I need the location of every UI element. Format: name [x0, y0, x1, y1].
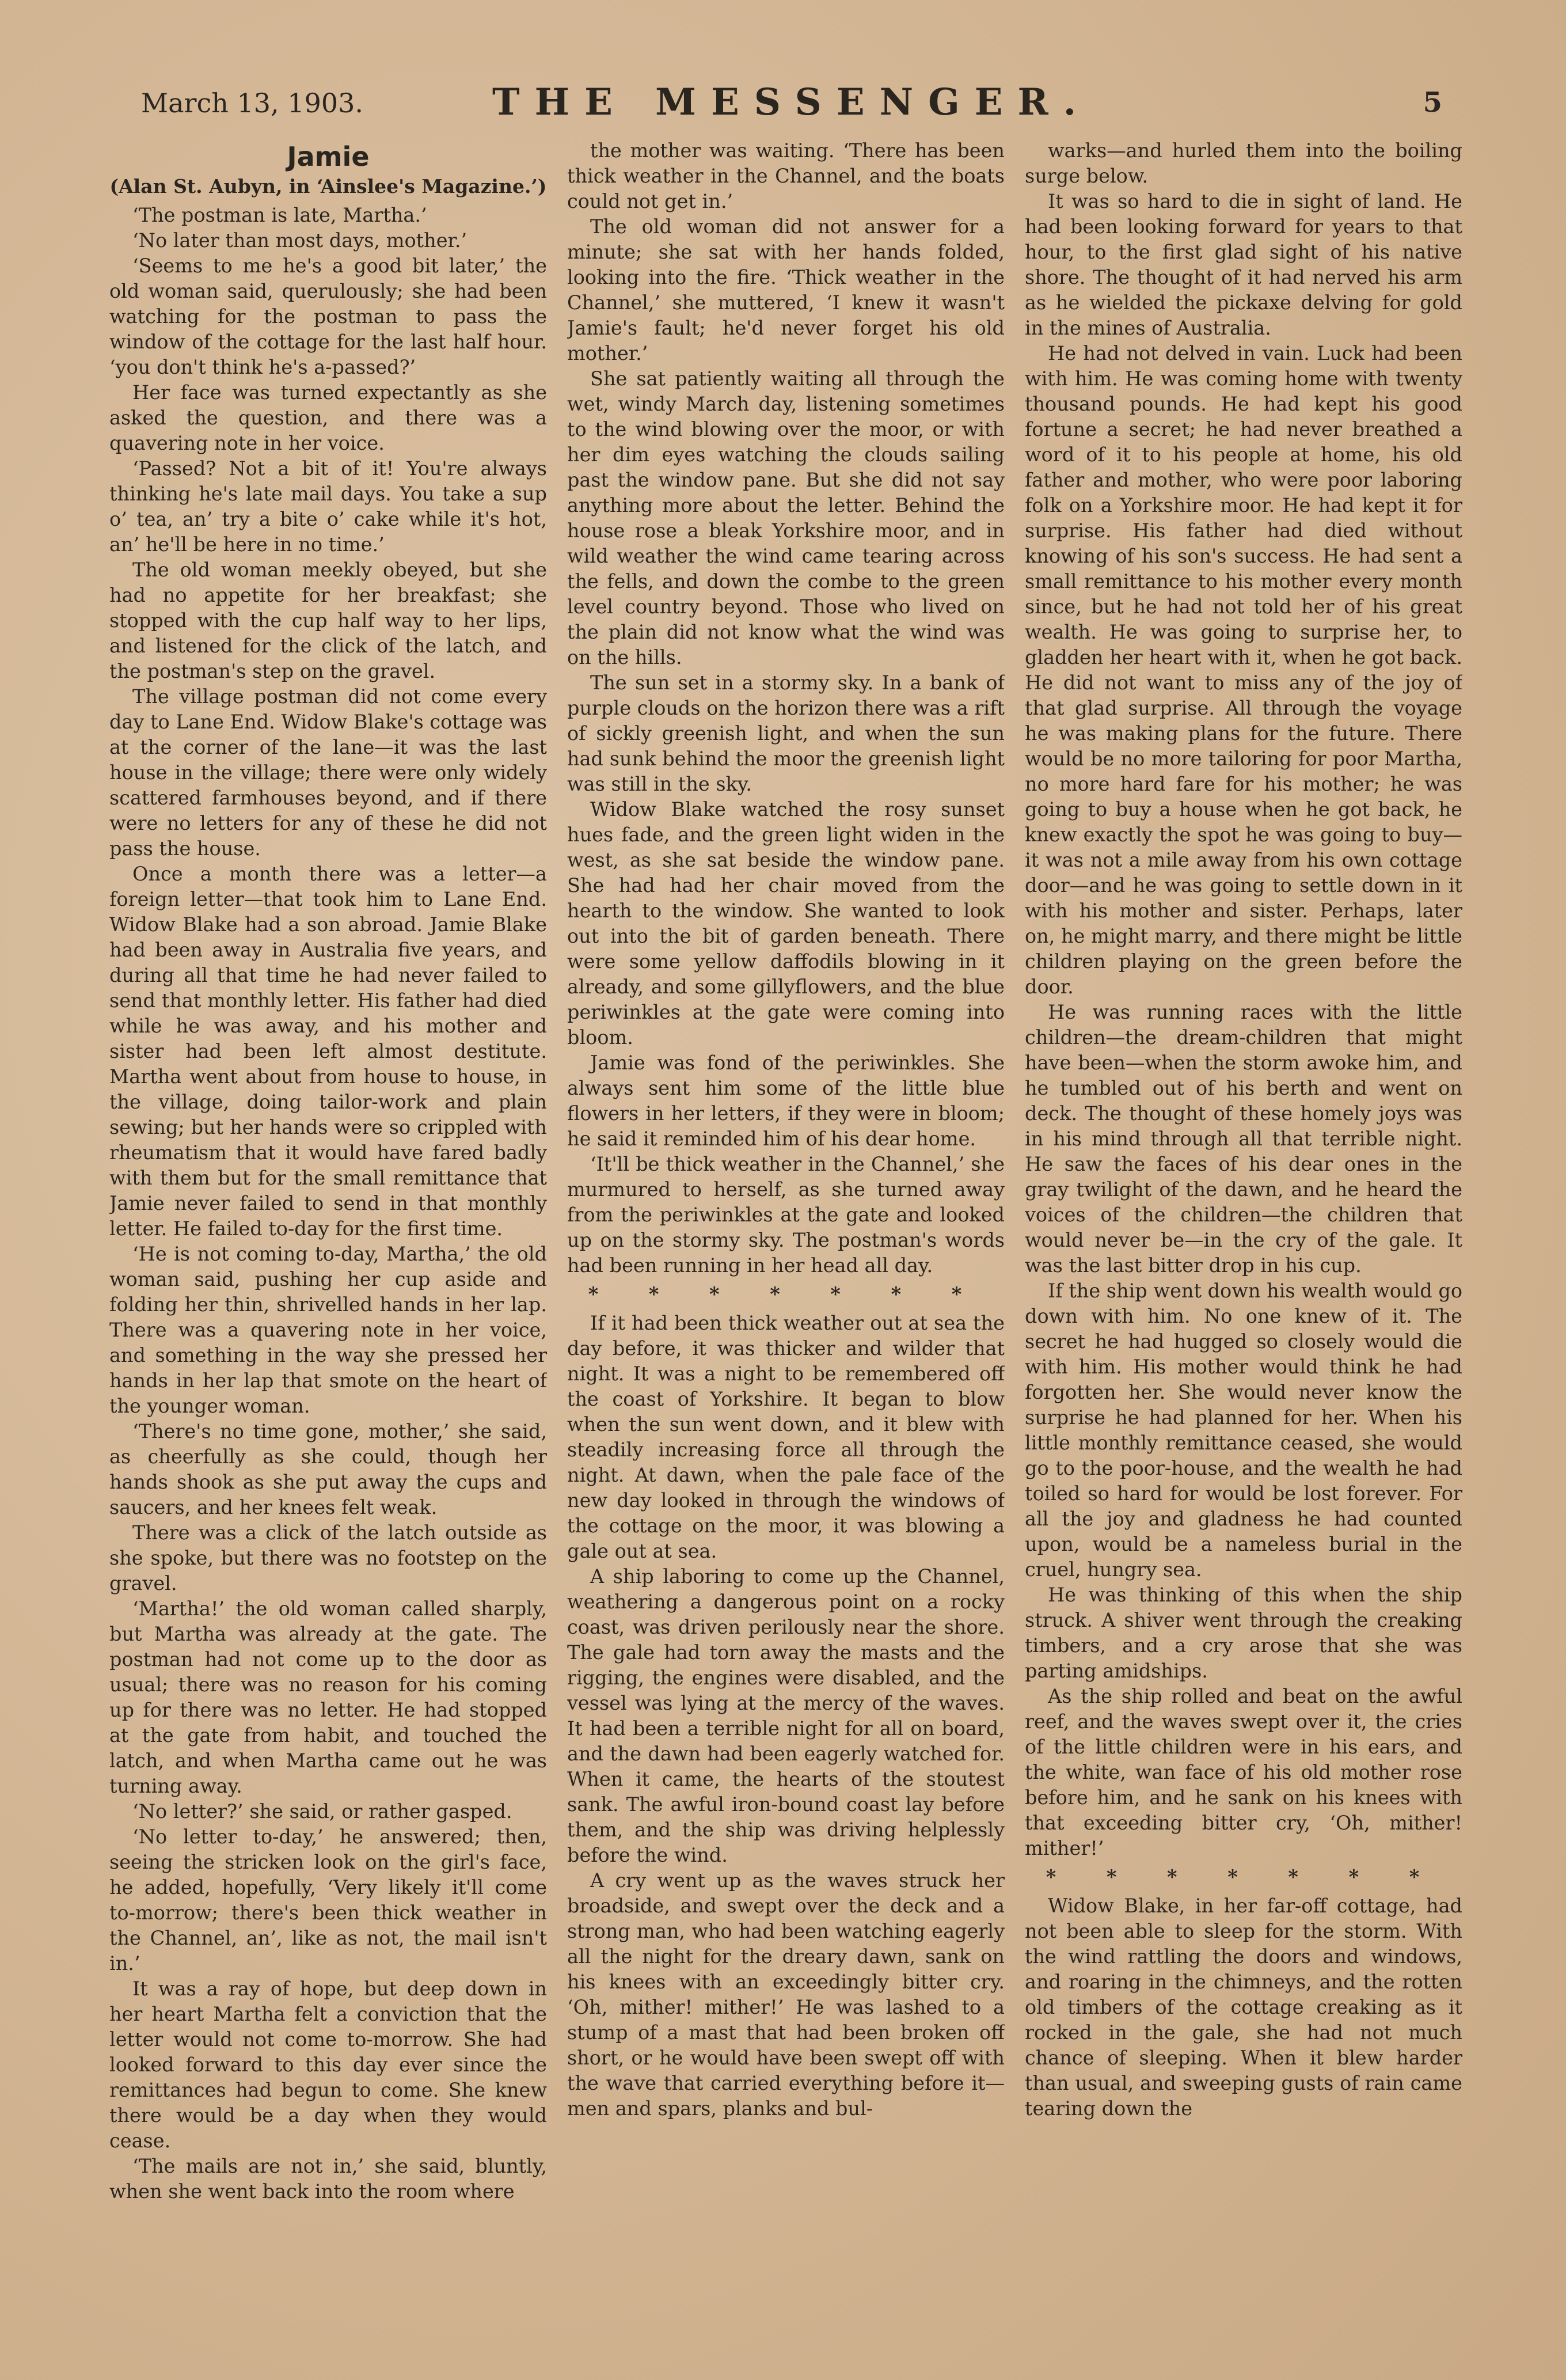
column-2-body-bottom — [567, 1311, 1005, 2121]
paragraph: He was thinking of this when the ship struck. A shiver went through the creaking timbers, and a cry arose that she was parting amidships. — [1025, 1584, 1462, 1682]
paragraph: Once a month there was a letter—a foreign letter—that took him to Lane End. Widow Blake had a son abroad. Jamie Blake had been away in Australia five years, and during all that time he had never failed to send that monthly letter. His father had died while he was away, and his mother and sister had been left almost destitute. Martha went about from house to house, in the village, doing tailor-work and plain sewing; but her hands were so crippled with rheumatism that it would have fared badly with them but for the small remittance that Jamie never failed to send in that monthly letter. He failed to-day for the first time. — [109, 863, 547, 1240]
paragraph: ‘The mails are not in,’ she said, bluntly, when she went back into the room where — [109, 2155, 547, 2203]
paragraph: ‘He is not coming to-day, Martha,’ the old woman said, pushing her cup aside and folding her thin, shrivelled hands in her lap. There was a quavering note in her voice, and something in the way she pressed her hands in her lap that smote on the heart of the younger woman. — [109, 1243, 547, 1417]
paragraph: Her face was turned expectantly as she asked the question, and there was a quavering note in her voice. — [109, 381, 547, 454]
paragraph: ‘The postman is late, Martha.’ — [132, 204, 427, 226]
paragraph: It was a ray of hope, but deep down in her heart Martha felt a conviction that the letter would not come to-morrow. She had looked forward to this day ever since the remittances had begun to come. She knew there would be a day when they would cease. — [109, 1977, 547, 2152]
paragraph: The village postman did not come every day to Lane End. Widow Blake's cottage was at the corner of the lane—it was the last house in the village; there were only widely scattered farmhouses beyond, and if there were no letters for any of these he did not pass the house. — [109, 685, 547, 860]
paragraph: Widow Blake, in her far-off cottage, had not been able to sleep for the storm. With the wind rattling the doors and windows, and roaring in the chimneys, and the rotten old timbers of the cottage creaking as it rocked in the gale, she had not much chance of sleeping. When it blew harder than usual, and sweeping gusts of rain came tearing down the — [1025, 1895, 1462, 2120]
column-3-body-bottom — [1025, 1893, 1462, 2121]
column-3 — [1025, 138, 1462, 2257]
section-separator: * * * * * * * — [1046, 1866, 1442, 1888]
story-byline: (Alan St. Aubyn, in ‘Ainslee's Magazine.’) — [109, 175, 547, 198]
paragraph: It was so hard to die in sight of land. He had been looking forward for years to that hour, to the first glad sight of his native shore. The thought of it had nerved his arm as he wielded the pickaxe delving for gold in the mines of Australia. — [1025, 190, 1462, 339]
paragraph: ‘Martha!’ the old woman called sharply, but Martha was already at the gate. The postman had not come up to the door as usual; there was no reason for his coming up for there was no letter. He had stopped at the gate from habit, and touched the latch, and when Martha came out he was turning away. — [109, 1597, 547, 1797]
paragraph: There was a click of the latch outside as she spoke, but there was no footstep on the gravel. — [109, 1521, 547, 1595]
paragraph: He was running races with the little children—the dream-children that might have been—when the storm awoke him, and he tumbled out of his berth and went on deck. The thought of these homely joys was in his mind through all that terrible night. He saw the faces of his dear ones in the gray twilight of the dawn, and he heard the voices of the children—the children that would never be—in the cry of the gale. It was the last bitter drop in his cup. — [1025, 1001, 1462, 1277]
paragraph: The old woman did not answer for a minute; she sat with her hands folded, looking into the fire. ‘Thick weather in the Channel,’ she muttered, ‘I knew it wasn't Jamie's fault; he'd never forget his old mother.’ — [567, 215, 1005, 365]
story-title: Jamie — [287, 141, 370, 172]
paragraph: ‘No later than most days, mother.’ — [132, 229, 467, 252]
column-1-body — [109, 203, 547, 2204]
paragraph: She sat patiently waiting all through the wet, windy March day, listening sometimes to the wind blowing over the moor, or with her dim eyes watching the clouds sailing past the window pane. But she did not say anything more about the letter. Behind the house rose a bleak Yorkshire moor, and in wild weather the wind came tearing across the fells, and down the combe to the green level country beyond. Those who lived on the plain did not know what the wind was on the hills. — [567, 367, 1005, 669]
paragraph: ‘There's no time gone, mother,’ she said, as cheerfully as she could, though her hands shook as she put away the cups and saucers, and her knees felt weak. — [109, 1420, 547, 1519]
paragraph: Jamie was fond of the periwinkles. She always sent him some of the little blue flowers in her letters, if they were in bloom; he said it reminded him of his dear home. — [567, 1052, 1005, 1150]
paragraph: ‘No letter to-day,’ he answered; then, seeing the stricken look on the girl's face, he added, hopefully, ‘Very likely it'll come to-morrow; there's been thick weather in the Channel, an’, like as not, the mail isn't in.’ — [109, 1825, 547, 1975]
paragraph: As the ship rolled and beat on the awful reef, and the waves swept over it, the cries of the little children were in his ears, and the white, wan face of his old mother rose before him, and he sank on his knees with that exceeding bitter cry, ‘Oh, mither! mither!’ — [1025, 1685, 1462, 1859]
newspaper-title: THE MESSENGER. — [492, 81, 1091, 124]
paragraph: ‘No letter?’ she said, or rather gasped. — [132, 1800, 512, 1823]
paragraph: the mother was waiting. ‘There has been thick weather in the Channel, and the boats could not get in.’ — [567, 139, 1005, 212]
paragraph: ‘Seems to me he's a good bit later,’ the old woman said, querulously; she had been watching for the postman to pass the window of the cottage for the last half hour. ‘you don't think he's a-passed?’ — [109, 255, 547, 378]
column-1 — [109, 138, 547, 2257]
column-2-body-top — [567, 138, 1005, 1278]
paragraph: Widow Blake watched the rosy sunset hues fade, and the green light widen in the west, as she sat beside the window pane. She had had her chair moved from the hearth to the window. She wanted to look out into the bit of garden beneath. There were some yellow daffodils blowing in it already, and some gillyflowers, and the blue periwinkles at the gate were coming into bloom. — [567, 798, 1005, 1049]
paragraph: The sun set in a stormy sky. In a bank of purple clouds on the horizon there was a rift of sickly greenish light, and when the sun had sunk behind the moor the greenish light was still in the sky. — [567, 671, 1005, 795]
paragraph: warks—and hurled them into the boiling surge below. — [1025, 139, 1462, 187]
paragraph: A ship laboring to come up the Channel, weathering a dangerous point on a rocky coast, was driven perilously near the shore. The gale had torn away the masts and the rigging, the engines were disabled, and the vessel was lying at the mercy of the waves. It had been a terrible night for all on board, and the dawn had been eagerly watched for. When it came, the hearts of the stoutest sank. The awful iron-bound coast lay before them, and the ship was driving helplessly before the wind. — [567, 1565, 1005, 1866]
paragraph: He had not delved in vain. Luck had been with him. He was coming home with twenty thousand pounds. He had kept his good fortune a secret; he had never breathed a word of it to his people at home, his old father and mother, who were poor laboring folk on a Yorkshire moor. He had kept it for surprise. His father had died without knowing of his son's success. He had sent a small remittance to his mother every month since, but he had not told her of his great wealth. He was going to surprise her, to gladden her heart with it, when he got back. He did not want to miss any of the joy of that glad surprise. All through the voyage he was making plans for the future. There would be no more tailoring for poor Martha, no more hard fare for his mother; he was going to buy a house when he got back, he knew exactly the spot he was going to buy—it was not a mile away from his own cottage door—and he was going to settle down in it with his mother and sister. Perhaps, later on, he might marry, and there might be little children playing on the green before the door. — [1025, 342, 1462, 998]
issue-date: March 13, 1903. — [141, 88, 363, 119]
paragraph: If it had been thick weather out at sea the day before, it was thicker and wilder that night. It was a night to be remembered off the coast of Yorkshire. It began to blow when the sun went down, and it blew with steadily increasing force all through the night. At dawn, when the pale face of the new day looked in through the windows of the cottage on the moor, it was blowing a gale out at sea. — [567, 1312, 1005, 1562]
paragraph: ‘It'll be thick weather in the Channel,’ she murmured to herself, as she turned away from the periwinkles at the gate and looked up on the stormy sky. The postman's words had been running in her head all day. — [567, 1153, 1005, 1277]
paragraph: A cry went up as the waves struck her broadside, and swept over the deck and a strong man, who had been watching eagerly all the night for the dreary dawn, sank on his knees with an exceedingly bitter cry. ‘Oh, mither! mither!’ He was lashed to a stump of a mast that had been broken off short, or he would have been swept off with the wave that carried everything before it—men and spars, planks and bul- — [567, 1869, 1005, 2120]
column-2 — [567, 138, 1005, 2257]
section-separator: * * * * * * * — [588, 1283, 984, 1305]
masthead — [141, 81, 1442, 127]
paragraph: The old woman meekly obeyed, but she had no appetite for her breakfast; she stopped with the cup half way to her lips, and listened for the click of the latch, and the postman's step on the gravel. — [109, 559, 547, 682]
paragraph: If the ship went down his wealth would go down with him. No one knew of it. The secret he had hugged so closely would die with him. His mother would think he had forgotten her. She would never know the surprise he had planned for her. When his little monthly remittance ceased, she would go to the poor-house, and the wealth he had toiled so hard for would be lost forever. For all the joy and gladness he had counted upon, would be a nameless burial in the cruel, hungry sea. — [1025, 1280, 1462, 1581]
page-number: 5 — [1423, 86, 1442, 119]
paragraph: ‘Passed? Not a bit of it! You're always thinking he's late mail days. You take a sup o’ tea, an’ try a bite o’ cake while it's hot, an’ he'll be here in no time.’ — [109, 457, 547, 556]
column-3-body-top — [1025, 138, 1462, 1861]
